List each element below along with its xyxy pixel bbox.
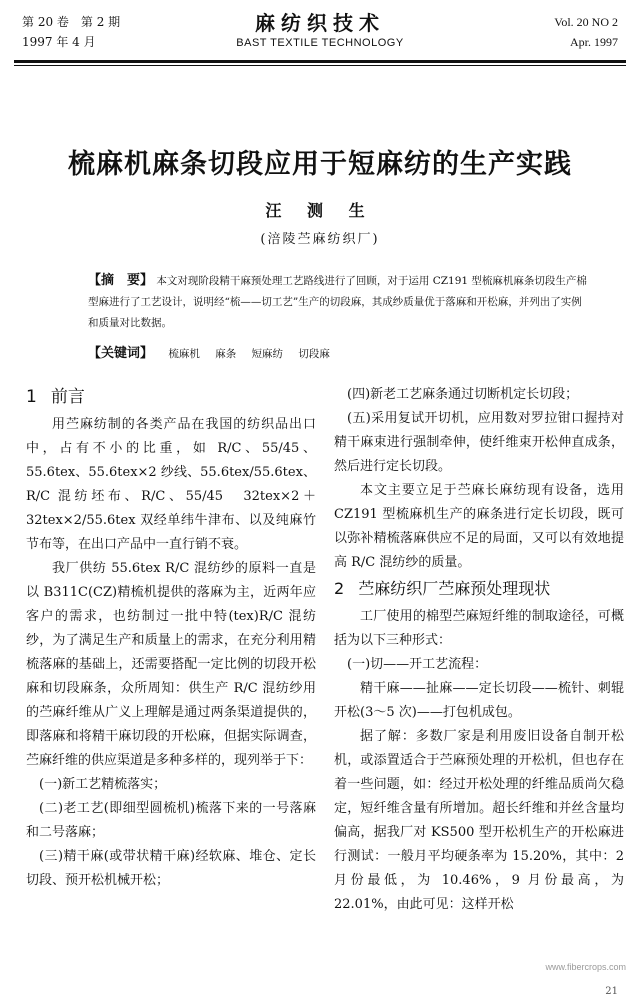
section-number: 1 [26,387,37,407]
volume-issue: 第 20 卷 第 2 期 [22,15,121,29]
abstract-text: 本文对现阶段精干麻预处理工艺路线进行了回顾，对于运用 CZ191 型梳麻机麻条切段生产棉型麻进行了工艺设计，说明经“梳——切工艺”生产的切段麻，其成纱质量优于落麻和开松麻，并列出了实例和质量对比数据。 [88,275,587,329]
keywords-label: 【关键词】 [88,346,154,361]
article-author: 汪 测 生 [265,201,375,220]
process-flow: 精干麻——扯麻——定长切段——梳针、刺辊开松(3～5 次)——打包机成包。 [334,681,624,720]
list-item: (三)精干麻(或带状精干麻)经软麻、堆仓、定长切段、预开松机械开松； [26,849,316,888]
paragraph: 工厂使用的棉型苎麻短纤维的制取途径，可概括为以下三种形式： [334,609,624,648]
list-item: (一)切——开工艺流程： [347,657,488,672]
issue-date: 1997 年 4 月 [22,35,96,49]
header-center [22,10,618,50]
keyword: 短麻纺 [251,348,284,360]
paragraph: 我厂供纺 55.6tex R/C 混纺纱的原料一直是以 B311C(CZ)精梳机提供的落麻为主，近两年应客户的需求，也纺制过一批中特(tex)R/C 混纺纱，为了满足生产和质量上的需求，在充分利用精梳落麻的基础上，还需要搭配一定比例的切段开松麻和切段麻条，众所周知：供生产 R/C 混纺纱用的苎麻纤维从广义上理解是通过两条渠道提供的，即落麻和将精干麻切段的开松麻，但据实际调查，苎麻纤维的供应渠道是多种多样的，现列举于下： [26,561,316,768]
section-heading-2 [334,575,624,603]
keyword: 麻条 [215,348,237,360]
right-column [334,383,624,917]
journal-name-en: BAST TEXTILE TECHNOLOGY [236,37,404,49]
section-title: 前言 [50,387,85,407]
journal-name-cn: 麻纺织技术 [255,11,385,35]
section-title: 苎麻纺织厂苎麻预处理现状 [358,579,551,598]
paragraph: 用苎麻纺制的各类产品在我国的纺织品出口中，占有不小的比重，如 R/C、55/45、55.6tex、55.6tex×2 纱线、55.6tex/55.6tex、R/C 混纺坯布、R/C、55/45 32tex×2＋32tex×2/55.6tex 双经单纬牛津布、以及纯麻竹节布等，在出口产品中一直行销不衰。 [26,417,316,552]
left-column [26,383,316,893]
watermark: www.fibercrops.com [545,962,626,972]
section-heading-1 [26,383,316,411]
date-en: Apr. 1997 [570,35,618,49]
list-item: (二)老工艺(即细型圆梳机)梳落下来的一号落麻和二号落麻； [26,801,316,840]
author-affiliation: (涪陵苎麻纺织厂) [260,232,380,247]
page-number: 21 [605,986,618,997]
abstract-label: 【摘 要】 [88,273,154,288]
keywords [88,344,588,364]
list-item: (一)新工艺精梳落实； [39,777,167,792]
section-number: 2 [334,579,345,598]
running-header [22,10,618,58]
header-rule-thin [14,65,626,66]
list-item: (四)新老工艺麻条通过切断机定长切段； [347,387,579,402]
header-rule-thick [14,60,626,63]
list-item: (五)采用复试开切机，应用数对罗拉钳口握持对精干麻束进行强制牵伸，使纤维束开松伸直成条，然后进行定长切段。 [334,411,624,474]
volume-en: Vol. 20 NO 2 [554,15,618,29]
paragraph: 本文主要立足于苎麻长麻纺现有设备，选用 CZ191 型梳麻机生产的麻条进行定长切段，既可以弥补精梳落麻供应不足的局面，又可以有效地提高 R/C 混纺纱的质量。 [334,483,624,570]
abstract [88,270,588,334]
header-right [554,12,618,52]
article-title: 梳麻机麻条切段应用于短麻纺的生产实践 [68,149,572,180]
keyword: 切段麻 [298,348,330,360]
paragraph: 据了解：多数厂家是利用废旧设备自制开松机，或添置适合于苎麻预处理的开松机，但也存在着一些问题，如：经过开松处理的纤维品质尚欠稳定，短纤维含量有所增加。超长纤维和并丝含量均偏高，据我厂对 KS500 型开松机生产的开松麻进行测试：一般月平均硬条率为 15.20%，其中：2 月份最低，为 10.46%，9 月份最高，为 22.01%，由此可见：这样开松 [334,729,624,912]
keyword: 梳麻机 [168,348,200,360]
